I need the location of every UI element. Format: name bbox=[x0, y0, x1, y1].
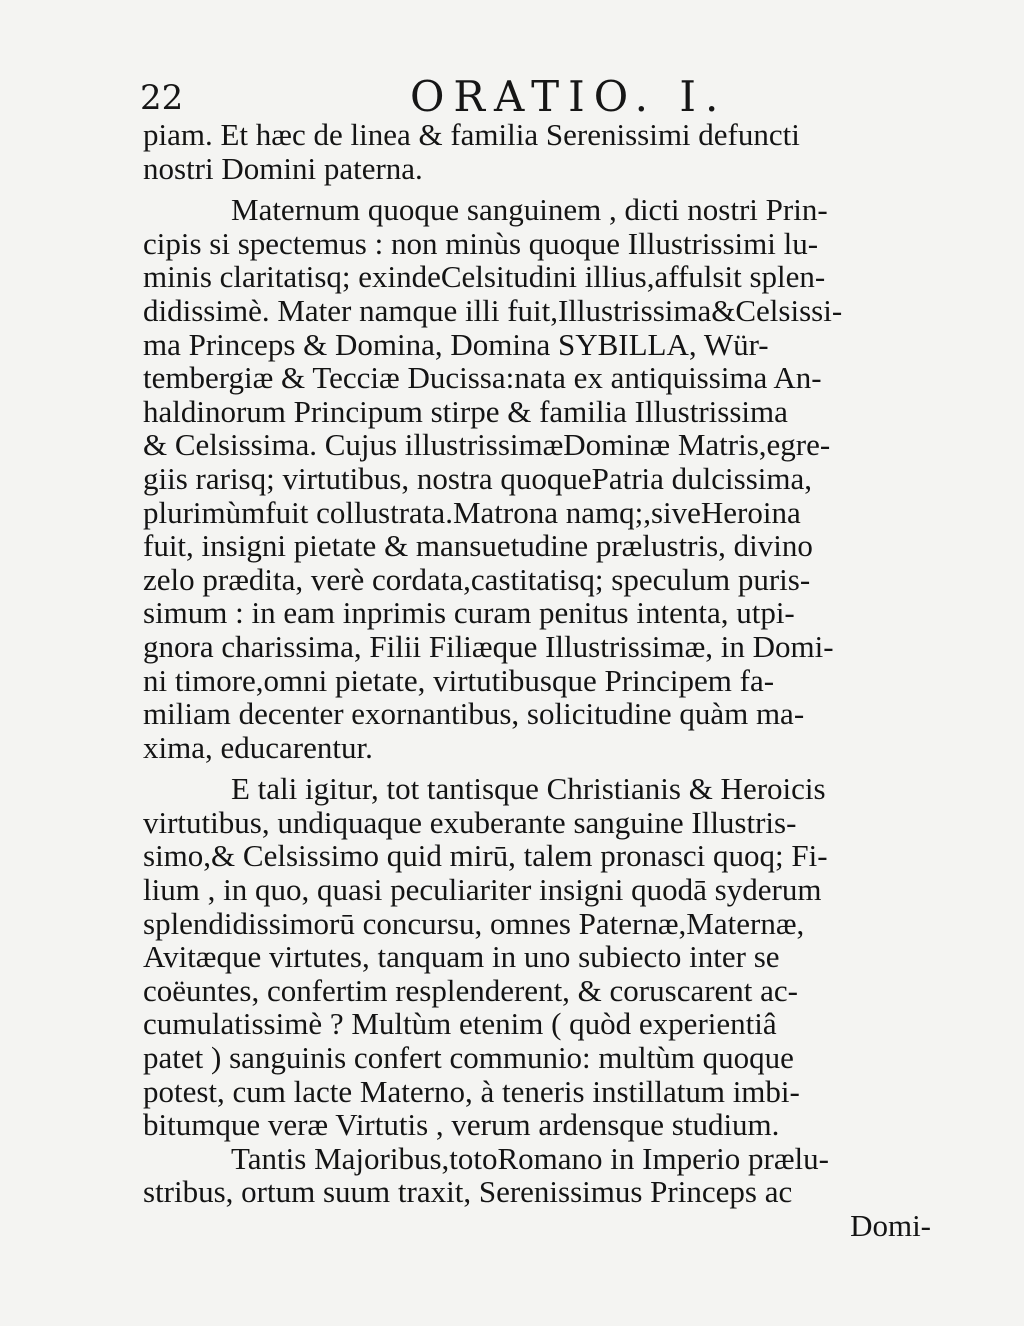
text-line: potest, cum lacte Materno, à teneris instillatum imbi- bbox=[143, 1073, 800, 1109]
text-line: Tantis Majoribus,totoRomano in Imperio prælu- bbox=[231, 1140, 829, 1176]
text-line: miliam decenter exornantibus, solicitudine quàm ma- bbox=[143, 696, 805, 732]
text-line: plurimùmfuit collustrata.Matrona namq;,siveHeroina bbox=[143, 494, 801, 530]
text-line: gnora charissima, Filii Filiæque Illustrissimæ, in Domi- bbox=[143, 628, 834, 664]
body-text bbox=[143, 118, 933, 1243]
text-line: coëuntes, confertim resplenderent, & coruscarent ac- bbox=[143, 972, 798, 1008]
text-line: cipis si spectemus : non minùs quoque Illustrissimi lu- bbox=[143, 225, 819, 261]
text-line: minis claritatisq; exindeCelsitudini illius,affulsit splen- bbox=[143, 259, 826, 295]
text-line: cumulatissimè ? Multùm etenim ( quòd experientiâ bbox=[143, 1006, 777, 1042]
text-line: tembergiæ & Tecciæ Ducissa:nata ex antiquissima An- bbox=[143, 360, 822, 396]
text-line: Avitæque virtutes, tanquam in uno subiecto inter se bbox=[143, 939, 780, 975]
text-line: E tali igitur, tot tantisque Christianis & Heroicis bbox=[231, 771, 826, 807]
text-line: virtutibus, undiquaque exuberante sanguine Illustris- bbox=[143, 804, 797, 840]
text-line: piam. Et hæc de linea & familia Serenissimi defuncti bbox=[143, 117, 800, 152]
page-number: 22 bbox=[140, 78, 184, 118]
text-line: xima, educarentur. bbox=[143, 729, 373, 765]
text-line: ma Princeps & Domina, Domina SYBILLA, Wür- bbox=[143, 326, 769, 362]
text-line: bitumque veræ Virtutis , verum ardensque studium. bbox=[143, 1107, 780, 1143]
text-line: patet ) sanguinis confert communio: multùm quoque bbox=[143, 1040, 794, 1076]
text-line: zelo prædita, verè cordata,castitatisq; speculum puris- bbox=[143, 561, 811, 597]
text-line: haldinorum Principum stirpe & familia Illustrissima bbox=[143, 393, 788, 429]
text-line: splendidissimorū concursu, omnes Paternæ,Maternæ, bbox=[143, 905, 805, 941]
text-line: simum : in eam inprimis curam penitus intenta, utpi- bbox=[143, 595, 795, 631]
text-line: simo,& Celsissimo quid mirū, talem pronasci quoq; Fi- bbox=[143, 838, 828, 874]
text-line: lium , in quo, quasi peculiariter insigni quodā syderum bbox=[143, 872, 822, 908]
text-line: Maternum quoque sanguinem , dicti nostri Prin- bbox=[231, 192, 828, 228]
running-title: ORATIO. I. bbox=[410, 72, 728, 121]
catchword: Domi- bbox=[850, 1208, 931, 1243]
text-line: ni timore,omni pietate, virtutibusque Principem fa- bbox=[143, 662, 775, 698]
text-line: & Celsissima. Cujus illustrissimæDominæ Matris,egre- bbox=[143, 427, 831, 463]
text-line: fuit, insigni pietate & mansuetudine prælustris, divino bbox=[143, 528, 813, 564]
text-line: stribus, ortum suum traxit, Serenissimus Princeps ac bbox=[143, 1174, 793, 1210]
text-line: nostri Domini paterna. bbox=[143, 150, 423, 186]
text-line: didissimè. Mater namque illi fuit,Illustrissima&Celsissi- bbox=[143, 292, 843, 328]
text-line: giis rarisq; virtutibus, nostra quoquePatria dulcissima, bbox=[143, 460, 812, 496]
